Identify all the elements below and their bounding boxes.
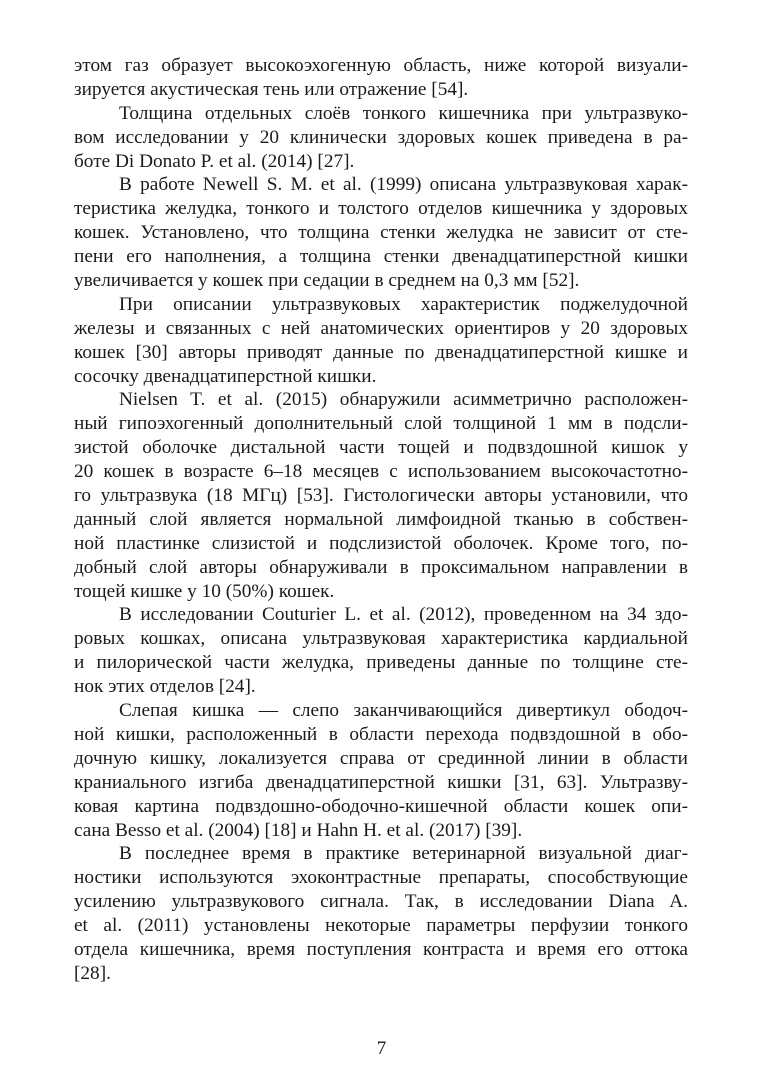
text-line: ной пластинке слизистой и подслизистой оболочек. Кроме того, по- [74,532,688,554]
text-line: сана Besso et al. (2004) [18] и Hahn H. et al. (2017) [39]. [74,819,523,841]
text-line: данный слой является нормальной лимфоидной тканью в собствен- [74,508,688,530]
text-line: При описании ультразвуковых характеристик поджелудочной [119,293,688,315]
text-line: этом газ образует высокоэхогенную область, ниже которой визуали- [74,55,688,76]
text-line: усилению ультразвукового сигнала. Так, в исследовании Diana A. [74,891,688,913]
text-line: кошек. Установлено, что толщина стенки желудка не зависит от сте- [74,222,688,244]
paragraph-1 [74,54,688,102]
text-line: зистой оболочке дистальной части тощей и подвздошной кишок у [74,437,688,459]
text-line: В исследовании Couturier L. et al. (2012), проведенном на 34 здо- [119,604,688,626]
text-line: теристика желудка, тонкого и толстого отделов кишечника у здоровых [74,198,688,220]
text-line: Слепая кишка — слепо заканчивающийся дивертикул ободоч- [119,700,688,722]
text-line: увеличивается у кошек при седации в среднем на 0,3 мм [52]. [74,270,580,292]
text-line: вом исследовании у 20 клинически здоровых кошек приведена в ра- [74,126,688,148]
paragraph-4 [74,293,688,389]
text-line: го ультразвука (18 МГц) [53]. Гистологически авторы установили, что [74,485,688,507]
text-line: Nielsen T. et al. (2015) обнаружили асимметрично расположен- [119,389,688,411]
page-body [74,54,688,986]
text-line: ковая картина подвздошно-ободочно-кишечной области кошек опи- [74,795,688,817]
text-line: ной кишки, расположенный в области перехода подвздошной в обо- [74,723,688,745]
text-line: 20 кошек в возрасте 6–18 месяцев с использованием высокочастотно- [74,461,688,483]
text-line: добный слой авторы обнаруживали в проксимальном направлении в [74,556,688,578]
paragraph-7 [74,699,688,842]
text-line: и пилорической части желудка, приведены данные по толщине сте- [74,652,688,674]
text-line: [28]. [74,962,111,984]
text-line: отдела кишечника, время поступления контраста и время его оттока [74,938,688,960]
text-line: Толщина отдельных слоёв тонкого кишечника при ультразвуко- [119,102,688,124]
paragraph-2 [74,102,688,174]
text-line: ный гипоэхогенный дополнительный слой толщиной 1 мм в подсли- [74,413,688,435]
text-line: тощей кишке у 10 (50%) кошек. [74,580,335,602]
text-line: зируется акустическая тень или отражение [54]. [74,78,469,100]
text-line: et al. (2011) установлены некоторые параметры перфузии тонкого [74,915,688,937]
text-line: боте Di Donato P. et al. (2014) [27]. [74,150,355,172]
text-line: пени его наполнения, а толщина стенки двенадцатиперстной кишки [74,246,688,268]
text-line: краниального изгиба двенадцатиперстной кишки [31, 63]. Ультразву- [74,771,688,793]
text-line: нок этих отделов [24]. [74,676,256,698]
text-line: кошек [30] авторы приводят данные по двенадцатиперстной кишке и [74,341,688,363]
text-line: сосочку двенадцатиперстной кишки. [74,365,377,387]
text-line: ровых кошках, описана ультразвуковая характеристика кардиальной [74,628,688,650]
paragraph-6 [74,603,688,699]
paragraph-3 [74,173,688,292]
paragraph-5 [74,388,688,603]
text-line: В последнее время в практике ветеринарной визуальной диаг- [119,843,688,865]
page-number: 7 [376,1038,387,1059]
text-line: В работе Newell S. M. et al. (1999) описана ультразвуковая харак- [119,174,688,196]
text-line: ностики используются эхоконтрастные препараты, способствующие [74,867,688,889]
text-line: дочную кишку, локализуется справа от срединной линии в области [74,747,688,769]
text-line: железы и связанных с ней анатомических ориентиров у 20 здоровых [74,317,688,339]
paragraph-8 [74,842,688,985]
